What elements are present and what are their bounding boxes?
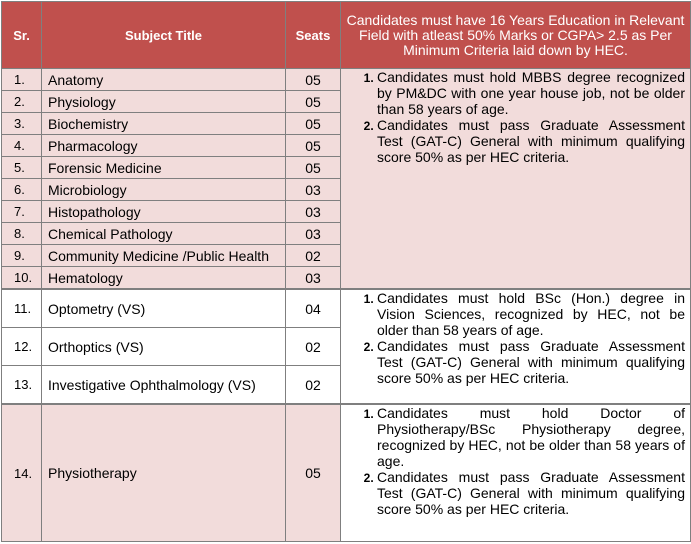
header-subject: Subject Title <box>42 2 286 69</box>
row-sr: 9. <box>2 245 42 267</box>
row-seats: 04 <box>286 289 341 328</box>
row-sr: 6. <box>2 179 42 201</box>
criteria-cell-group-2 <box>341 289 691 404</box>
criteria-item: 2. Candidates must pass Graduate Assessment Test (GAT-C) General with minimum qualifying score 50% as per HEC criteria. <box>377 469 685 517</box>
row-seats: 05 <box>286 69 341 91</box>
row-sr: 10. <box>2 267 42 290</box>
row-subject: Community Medicine /Public Health <box>42 245 286 267</box>
row-subject: Pharmacology <box>42 135 286 157</box>
row-seats: 03 <box>286 179 341 201</box>
row-subject: Orthoptics (VS) <box>42 328 286 366</box>
row-sr: 8. <box>2 223 42 245</box>
seats-table <box>1 1 691 542</box>
row-subject: Histopathology <box>42 201 286 223</box>
header-seats: Seats <box>286 2 341 69</box>
row-sr: 1. <box>2 69 42 91</box>
row-sr: 4. <box>2 135 42 157</box>
row-seats: 02 <box>286 328 341 366</box>
row-subject: Physiotherapy <box>42 404 286 542</box>
criteria-item: 2. Candidates must pass Graduate Assessment Test (GAT-C) General with minimum qualifying score 50% as per HEC criteria. <box>377 338 685 386</box>
row-sr: 12. <box>2 328 42 366</box>
row-subject: Microbiology <box>42 179 286 201</box>
row-subject: Optometry (VS) <box>42 289 286 328</box>
criteria-cell-group-3 <box>341 404 691 542</box>
row-sr: 13. <box>2 366 42 405</box>
row-seats: 05 <box>286 404 341 542</box>
table-row <box>2 69 691 91</box>
row-subject: Investigative Ophthalmology (VS) <box>42 366 286 405</box>
row-seats: 02 <box>286 366 341 405</box>
criteria-list <box>343 290 685 386</box>
header-sr: Sr. <box>2 2 42 69</box>
row-subject: Anatomy <box>42 69 286 91</box>
header-criteria: Candidates must have 16 Years Education in Relevant Field with atleast 50% Marks or CGPA> 2.5 as Per Minimum Criteria laid down by HEC. <box>341 2 691 69</box>
criteria-list <box>343 69 685 165</box>
row-sr: 11. <box>2 289 42 328</box>
row-seats: 05 <box>286 135 341 157</box>
row-sr: 14. <box>2 404 42 542</box>
criteria-cell-group-1 <box>341 69 691 290</box>
row-subject: Forensic Medicine <box>42 157 286 179</box>
row-subject: Physiology <box>42 91 286 113</box>
criteria-item: 1. Candidates must hold MBBS degree recognized by PM&DC with one year house job, not be older than 58 years of age. <box>377 69 685 117</box>
row-sr: 2. <box>2 91 42 113</box>
header-row <box>2 2 691 69</box>
row-seats: 02 <box>286 245 341 267</box>
row-seats: 03 <box>286 223 341 245</box>
row-subject: Hematology <box>42 267 286 290</box>
row-seats: 05 <box>286 91 341 113</box>
criteria-list <box>343 405 685 517</box>
row-sr: 7. <box>2 201 42 223</box>
row-seats: 05 <box>286 113 341 135</box>
table-row <box>2 289 691 328</box>
table-row <box>2 404 691 542</box>
row-seats: 03 <box>286 267 341 290</box>
criteria-item: 1. Candidates must hold BSc (Hon.) degree in Vision Sciences, recognized by HEC, not be older than 58 years of age. <box>377 290 685 338</box>
row-subject: Biochemistry <box>42 113 286 135</box>
row-seats: 05 <box>286 157 341 179</box>
row-sr: 3. <box>2 113 42 135</box>
criteria-item: 1. Candidates must hold Doctor of Physiotherapy/BSc Physiotherapy degree, recognized by HEC, not be older than 58 years of age. <box>377 405 685 469</box>
row-sr: 5. <box>2 157 42 179</box>
criteria-item: 2. Candidates must pass Graduate Assessment Test (GAT-C) General with minimum qualifying score 50% as per HEC criteria. <box>377 117 685 165</box>
row-subject: Chemical Pathology <box>42 223 286 245</box>
row-seats: 03 <box>286 201 341 223</box>
